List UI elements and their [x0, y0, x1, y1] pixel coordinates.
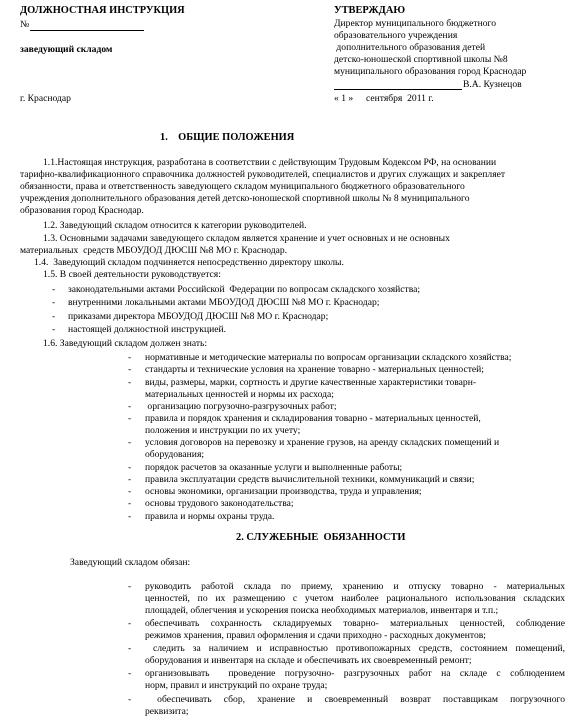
list-item: виды, размеры, марки, сортность и другие качественные характеристики товарн-: [145, 377, 477, 388]
signature-line: [334, 89, 462, 90]
approve-line: Директор муниципального бюджетного: [334, 18, 497, 29]
list-bullet-dash: -: [128, 474, 132, 485]
paragraph-1-1-line: образования город Краснодар.: [20, 205, 144, 216]
document-number-line: [30, 30, 144, 31]
approve-line: детско-юношеской спортивной школы №8: [334, 54, 508, 65]
section-1-title: 1. ОБЩИЕ ПОЛОЖЕНИЯ: [160, 132, 295, 143]
list-item-continued: норм, правил и инструкций по охране труда;: [145, 680, 328, 691]
list-item-continued: реквизита;: [145, 706, 189, 717]
list-bullet-dash: -: [52, 324, 56, 335]
list-bullet-dash: -: [128, 364, 132, 375]
list-item: основы трудового законодательства;: [145, 498, 294, 509]
list-item-continued: режимов хранения, правил оформления и сдачи приходно - расходных документов;: [145, 630, 486, 641]
list-item-continued: ценностей, по их размещению с учетом наиболее рационального использования складских: [145, 593, 565, 604]
paragraph-1-1-line: 1.1.Настоящая инструкция, разработана в соответствии с действующим Трудовым Кодексом РФ, на основании: [43, 157, 497, 168]
section-2-intro: Заведующий складом обязан:: [70, 557, 191, 568]
list-bullet-dash: -: [128, 643, 132, 654]
list-bullet-dash: -: [128, 618, 132, 629]
paragraph-1-6: 1.6. Заведующий складом должен знать:: [43, 338, 208, 349]
paragraph-1-5: 1.5. В своей деятельности руководствуется:: [43, 269, 221, 280]
approve-line: муниципального образования город Краснодар: [334, 66, 527, 77]
list-item: правила эксплуатации средств вычислительной техники, коммуникаций и связи;: [145, 474, 475, 485]
approve-line: образовательного учреждения: [334, 30, 458, 41]
list-item: обеспечивать сохранность складируемых товарно- материальных ценностей, соблюдение: [145, 618, 565, 629]
list-bullet-dash: -: [128, 486, 132, 497]
list-item: правила и порядок хранения и складирования товарно - материальных ценностей,: [145, 413, 481, 424]
list-bullet-dash: -: [128, 462, 132, 473]
list-bullet-dash: -: [52, 311, 56, 322]
list-item: нормативные и методические материалы по вопросам организации складского хозяйства;: [145, 352, 512, 363]
list-item: следить за наличием и исправностью противопожарных средств, состоянием помещений,: [145, 643, 565, 654]
paragraph-1-1-line: тарифно-квалификационного справочника должностей руководителей, специалистов и других служащих и закрепляет: [20, 169, 506, 180]
approve-date-day: « 1 »: [334, 93, 354, 104]
paragraph-1-4: 1.4. Заведующий складом подчиняется непосредственно директору школы.: [34, 257, 344, 268]
list-bullet-dash: -: [128, 498, 132, 509]
signer-name: В.А. Кузнецов: [463, 79, 522, 90]
list-item-continued: положения и инструкции по их учету;: [145, 425, 301, 436]
list-item-continued: оборудования;: [145, 449, 205, 460]
list-bullet-dash: -: [52, 284, 56, 295]
list-bullet-dash: -: [52, 297, 56, 308]
list-item: правила и нормы охраны труда.: [145, 511, 275, 522]
list-bullet-dash: -: [128, 413, 132, 424]
paragraph-1-2: 1.2. Заведующий складом относится к категории руководителей.: [43, 220, 307, 231]
list-item: организацию погрузочно-разгрузочных работ;: [145, 401, 337, 412]
list-item: обеспечивать сбор, хранение и своевременный возврат поставщикам погрузочного: [145, 694, 565, 705]
approve-date-rest: сентября 2011 г.: [366, 93, 434, 104]
list-item: основы экономики, организации производства, труда и управления;: [145, 486, 422, 497]
list-item: организовывать проведение погрузочно- разгрузочных работ на складе с соблюдением: [145, 668, 565, 679]
list-bullet-dash: -: [128, 437, 132, 448]
list-item: руководить работой склада по приему, хранению и отпуску товарно - материальных: [145, 581, 565, 592]
paragraph-1-1-line: обязанности, права и ответственность заведующего складом муниципального бюджетного образовательного: [20, 181, 465, 192]
position-title: заведующий складом: [20, 44, 113, 55]
paragraph-1-1-line: учреждения дополнительного образования детей детско-юношеской спортивной школы № 8 муниципального: [20, 193, 470, 204]
approve-title: УТВЕРЖДАЮ: [334, 5, 406, 16]
list-item: настоящей должностной инструкцией.: [68, 324, 226, 335]
list-bullet-dash: -: [128, 668, 132, 679]
list-bullet-dash: -: [128, 511, 132, 522]
list-item: внутренними локальными актами МБОУДОД ДЮСШ №8 МО г. Краснодар;: [68, 297, 380, 308]
list-item: приказами директора МБОУДОД ДЮСШ №8 МО г. Краснодар;: [68, 311, 329, 322]
list-bullet-dash: -: [128, 377, 132, 388]
list-item-continued: оборудования и инвентаря на складе и обеспечивать их своевременный ремонт;: [145, 655, 472, 666]
document-title: ДОЛЖНОСТНАЯ ИНСТРУКЦИЯ: [20, 5, 185, 16]
section-2-title: 2. СЛУЖЕБНЫЕ ОБЯЗАННОСТИ: [236, 532, 406, 543]
city-label: г. Краснодар: [20, 93, 71, 104]
paragraph-1-3-line: материальных средств МБОУДОД ДЮСШ №8 МО г. Краснодар.: [20, 245, 288, 256]
list-bullet-dash: -: [128, 401, 132, 412]
approve-line: дополнительного образования детей: [334, 42, 486, 53]
list-bullet-dash: -: [128, 694, 132, 705]
paragraph-1-3-line: 1.3. Основными задачами заведующего складом является хранение и учет основных и не основных: [43, 233, 450, 244]
list-item: условия договоров на перевозку и хранение грузов, на аренду складских помещений и: [145, 437, 500, 448]
list-item: стандарты и технические условия на хранение товарно - материальных ценностей;: [145, 364, 484, 375]
document-number-label: №: [20, 19, 30, 30]
list-item-continued: площадей, облегчения и ускорения поиска необходимых материалов, инвентаря и т.п.;: [145, 605, 499, 616]
list-bullet-dash: -: [128, 352, 132, 363]
list-item: законодательными актами Российской Федерации по вопросам складского хозяйства;: [68, 284, 421, 295]
list-item: порядок расчетов за оказанные услуги и выполненные работы;: [145, 462, 403, 473]
list-item-continued: материальных ценностей и нормы их расхода;: [145, 389, 334, 400]
list-bullet-dash: -: [128, 581, 132, 592]
